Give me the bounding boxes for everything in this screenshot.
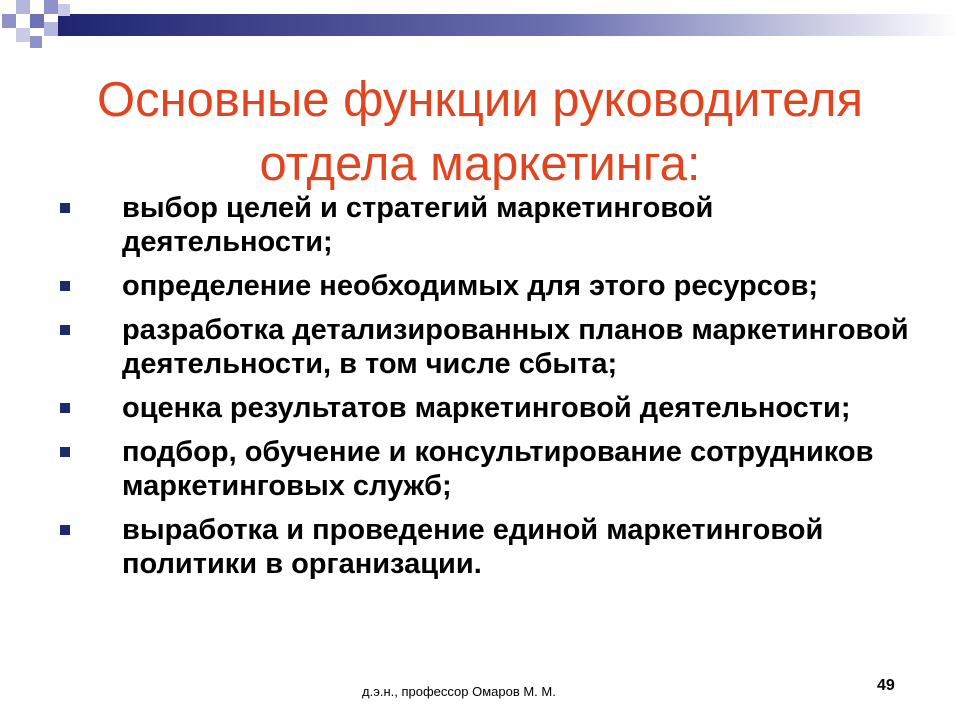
list-item — [58, 435, 918, 503]
square-bullet-icon — [60, 203, 70, 213]
title-line-1: Основные функции руководителя — [97, 73, 863, 127]
functions-list — [58, 191, 918, 591]
list-item-text: выработка и проведение единой маркетинговой политики в организации. — [122, 514, 824, 580]
list-item-text: определение необходимых для этого ресурсов; — [122, 270, 819, 302]
slide-page-number: 49 — [877, 677, 895, 694]
list-item-text: подбор, обучение и консультирование сотрудников маркетинговых служб; — [122, 436, 874, 502]
slide-footer-author: д.э.н., профессор Омаров М. М. — [362, 684, 556, 699]
header-deco-square — [44, 0, 58, 14]
header-deco-square — [16, 28, 30, 42]
header-gradient-bar — [58, 14, 960, 36]
list-item-text: выбор целей и стратегий маркетинговой деятельности; — [122, 192, 714, 258]
square-bullet-icon — [60, 525, 70, 535]
header-deco-square — [44, 22, 58, 36]
square-bullet-icon — [60, 403, 70, 413]
header-deco-square — [30, 14, 44, 28]
list-item — [58, 269, 918, 303]
header-deco-square — [16, 0, 30, 14]
square-bullet-icon — [60, 281, 70, 291]
header-decoration — [0, 0, 960, 60]
list-item — [58, 513, 918, 581]
square-bullet-icon — [60, 447, 70, 457]
header-deco-square — [2, 14, 16, 28]
title-line-2: отдела маркетинга: — [259, 137, 701, 191]
header-deco-square — [30, 36, 42, 48]
square-bullet-icon — [60, 325, 70, 335]
list-item-text: оценка результатов маркетинговой деятельности; — [122, 392, 851, 424]
list-item — [58, 391, 918, 425]
list-item-text: разработка детализированных планов маркетинговой деятельности, в том числе сбыта; — [122, 314, 909, 380]
list-item — [58, 313, 918, 381]
header-deco-square — [58, 4, 70, 16]
slide-title — [40, 68, 920, 196]
list-item — [58, 191, 918, 259]
